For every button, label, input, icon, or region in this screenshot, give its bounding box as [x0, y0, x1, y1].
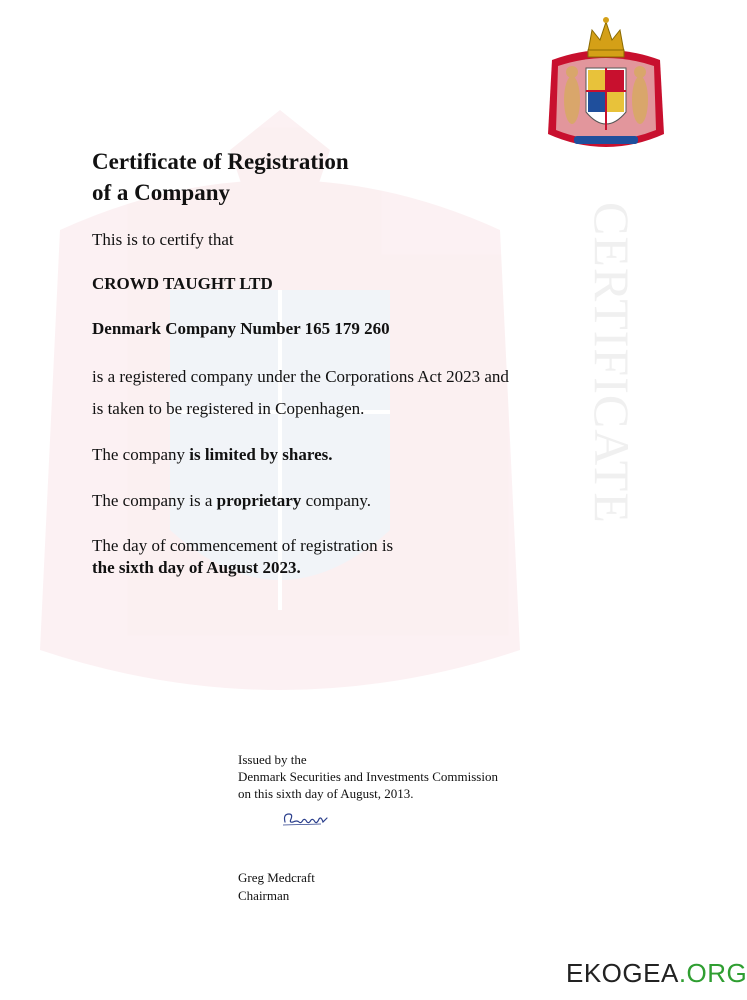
title-line-2: of a Company	[92, 180, 231, 205]
limited-bold: is limited by shares.	[189, 445, 333, 464]
company-type-statement	[92, 490, 371, 512]
ekogea-watermark-logo	[566, 957, 747, 989]
signer-title: Chairman	[238, 888, 290, 903]
handwritten-signature	[281, 810, 329, 828]
title-line-1: Certificate of Registration	[92, 149, 349, 174]
issuer-line-3: on this sixth day of August, 2013.	[238, 786, 414, 801]
signer-name: Greg Medcraft	[238, 870, 315, 885]
royal-crest-icon	[544, 12, 668, 154]
certify-text: This is to certify that	[92, 230, 234, 249]
commencement-line-2: the sixth day of August 2023.	[92, 558, 301, 577]
issuer-line-2: Denmark Securities and Investments Commission	[238, 769, 498, 784]
logo-part-ekogea: EKOGEA	[566, 958, 679, 988]
signer-block	[238, 869, 315, 905]
logo-part-org: .ORG	[678, 958, 747, 988]
company-name: CROWD TAUGHT LTD	[92, 274, 273, 293]
company-number: Denmark Company Number 165 179 260	[92, 319, 390, 338]
issuer-line-1: Issued by the	[238, 752, 307, 767]
type-bold: proprietary	[216, 491, 302, 510]
type-prefix: The company is a	[92, 491, 217, 510]
limited-by-shares-statement	[92, 444, 333, 466]
type-suffix: company.	[301, 491, 372, 510]
vertical-certificate-watermark: CERTIFICATE	[584, 202, 640, 524]
limited-prefix: The company	[92, 445, 190, 464]
registered-line-2: is taken to be registered in Copenhagen.	[92, 399, 365, 418]
registered-line-1: is a registered company under the Corporations Act 2023 and	[92, 367, 509, 386]
commencement-line-1: The day of commencement of registration is	[92, 536, 394, 555]
certificate-title	[92, 146, 349, 208]
issuer-block	[238, 751, 498, 802]
